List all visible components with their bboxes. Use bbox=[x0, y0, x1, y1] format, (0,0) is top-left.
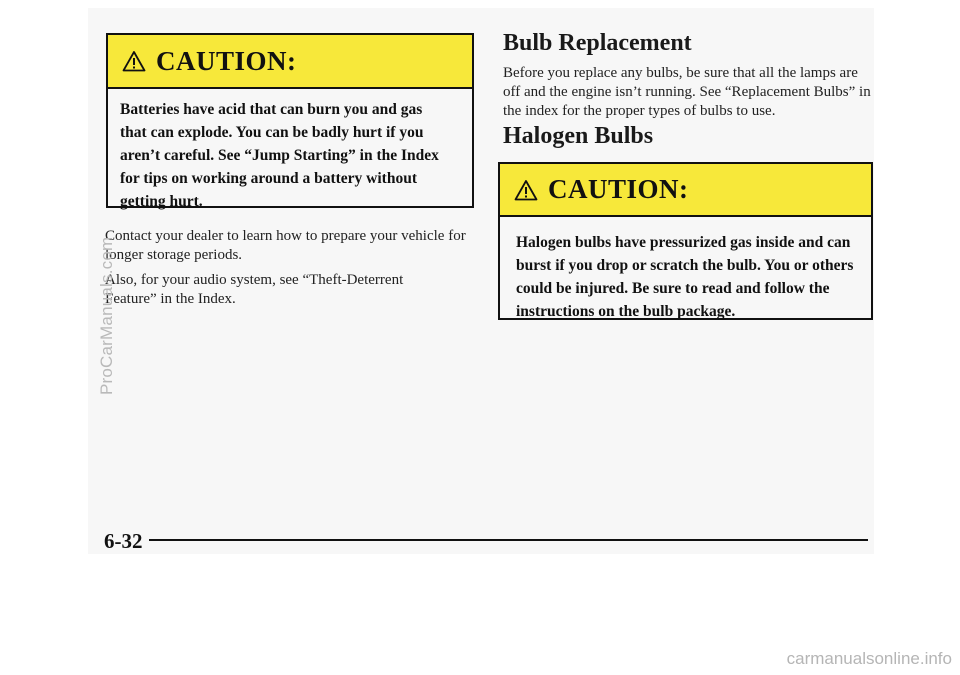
warning-triangle-icon bbox=[122, 50, 146, 72]
warning-triangle-icon bbox=[514, 179, 538, 201]
bottom-watermark: carmanualsonline.info bbox=[786, 649, 952, 668]
halogen-caution-text: Halogen bulbs have pressurized gas inside and can burst if you drop or scratch the bulb. You or others could be injured. Be sure to read and follow the instructions on the bulb package. bbox=[516, 234, 854, 320]
side-watermark: ProCarManuals.com bbox=[97, 236, 116, 395]
battery-caution-header bbox=[108, 35, 472, 89]
battery-caution-box bbox=[106, 33, 474, 208]
battery-caution-title: CAUTION: bbox=[156, 45, 297, 76]
storage-paragraph: Contact your dealer to learn how to prepare your vehicle for longer storage periods. bbox=[105, 228, 466, 263]
page-number: 6-32 bbox=[104, 529, 143, 553]
halogen-caution-header bbox=[500, 164, 871, 217]
audio-system-paragraph: Also, for your audio system, see “Theft-Deterrent Feature” in the Index. bbox=[105, 272, 404, 307]
halogen-caution-box bbox=[498, 162, 873, 320]
battery-caution-text: Batteries have acid that can burn you and gas that can explode. You can be badly hurt if you aren’t careful. See “Jump Starting” in the Index for tips on working around a battery without getting hurt. bbox=[120, 101, 439, 210]
footer-rule bbox=[149, 539, 868, 541]
halogen-caution-title: CAUTION: bbox=[548, 174, 689, 204]
halogen-bulbs-heading: Halogen Bulbs bbox=[503, 123, 654, 149]
bulb-replacement-paragraph: Before you replace any bulbs, be sure that all the lamps are off and the engine isn’t running. See “Replacement Bulbs” in the index for the proper types of bulbs to use. bbox=[503, 65, 871, 119]
bulb-replacement-heading: Bulb Replacement bbox=[503, 30, 692, 56]
